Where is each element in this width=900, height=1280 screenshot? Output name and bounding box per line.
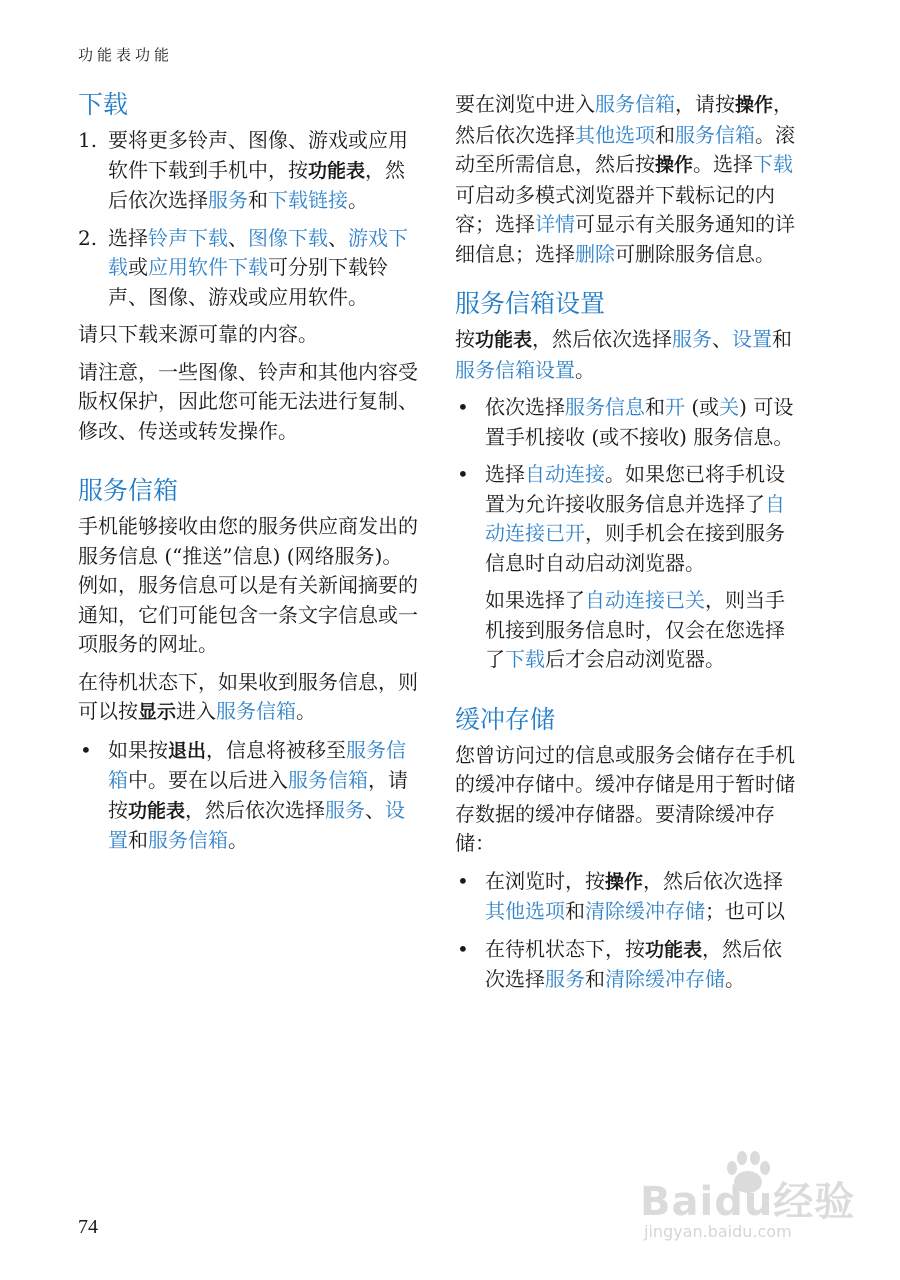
text: 选择 bbox=[485, 462, 525, 486]
inbox-bullet-1 bbox=[78, 736, 418, 856]
menu-option: 服务信箱 bbox=[108, 737, 407, 792]
menu-key: 功能表 bbox=[308, 159, 366, 182]
text: 和 bbox=[128, 828, 148, 852]
menu-option: 设置 bbox=[108, 797, 406, 852]
step-number: 1. bbox=[78, 128, 98, 152]
text: ) 可设置手机接收 (或不接收) 服务信息。 bbox=[485, 395, 794, 449]
text: 和 bbox=[248, 188, 268, 212]
menu-option: 下载 bbox=[505, 647, 545, 671]
download-step-1 bbox=[78, 126, 418, 216]
watermark-logo: Baidu经验 bbox=[640, 1179, 856, 1225]
text: 。 bbox=[725, 967, 745, 991]
page-number: 74 bbox=[78, 1216, 98, 1238]
menu-option: 服务信箱 bbox=[595, 92, 675, 116]
text: ，然后依次选择 bbox=[643, 868, 784, 893]
text: 、 bbox=[228, 225, 248, 250]
menu-option: 关 bbox=[719, 395, 740, 419]
text: 和 bbox=[772, 327, 793, 351]
text: 可显示有关服务通知的详细信息；选择 bbox=[455, 212, 795, 266]
menu-option: 服务 bbox=[545, 967, 585, 991]
menu-option: 铃声下载 bbox=[148, 225, 228, 250]
menu-key: 操作 bbox=[735, 94, 774, 116]
menu-option: 图像下载 bbox=[248, 225, 328, 250]
menu-option: 其他选项 bbox=[485, 899, 565, 923]
bullet-icon: • bbox=[457, 868, 469, 893]
text: ，请按 bbox=[108, 768, 408, 822]
menu-option: 自动连接已关 bbox=[585, 588, 705, 612]
text: 选择 bbox=[108, 225, 148, 250]
text: 、 bbox=[712, 327, 733, 351]
cache-bullet-1 bbox=[455, 867, 795, 927]
text: ，则当手机接到服务信息时，仅会在您选择了 bbox=[485, 588, 785, 671]
menu-option: 服务 bbox=[325, 797, 366, 822]
menu-option: 服务信箱 bbox=[148, 828, 228, 852]
text: 后才会启动浏览器。 bbox=[545, 647, 725, 671]
inbox-settings-heading: 服务信箱设置 bbox=[455, 289, 606, 318]
menu-option: 清除缓冲存储 bbox=[585, 899, 705, 923]
bullet-icon: • bbox=[80, 737, 92, 762]
menu-key: 功能表 bbox=[475, 329, 533, 351]
text: ，然后依次选择 bbox=[185, 797, 326, 822]
menu-option: 下载 bbox=[753, 152, 794, 176]
text: ，请按 bbox=[675, 92, 735, 116]
menu-option: 服务信箱 bbox=[216, 699, 297, 723]
right-column bbox=[455, 90, 795, 1003]
menu-option: 服务信箱 bbox=[675, 122, 755, 147]
menu-key: 操作 bbox=[605, 870, 644, 893]
cache-bullet-2 bbox=[455, 935, 795, 995]
text: 进入 bbox=[176, 699, 217, 723]
text: 。 bbox=[228, 828, 248, 852]
text: 、 bbox=[328, 225, 348, 250]
text: 。 bbox=[296, 699, 317, 723]
menu-option: 其他选项 bbox=[575, 122, 655, 147]
running-header: 功能表功能 bbox=[78, 46, 174, 64]
settings-bullet-1 bbox=[455, 393, 795, 452]
menu-option: 详情 bbox=[535, 212, 575, 236]
text: 。如果您已将手机设置为允许接收服务信息并选择了 bbox=[485, 462, 785, 516]
text: 可启动多模式浏览器并下载标记的内容；选择 bbox=[455, 182, 775, 236]
text: ，则手机会在接到服务信息时自动启动浏览器。 bbox=[485, 521, 785, 575]
text: ，然后依次选择 bbox=[455, 92, 794, 147]
download-note-2: 请注意，一些图像、铃声和其他内容受版权保护，因此您可能无法进行复制、修改、传送或转发操作。 bbox=[78, 359, 418, 443]
menu-option: 设置 bbox=[732, 327, 773, 351]
text: 和 bbox=[655, 122, 675, 147]
cache-intro: 您曾访问过的信息或服务会储存在手机的缓冲存储中。缓冲存储是用于暂时储存数据的缓冲存储器。要清除缓冲存储： bbox=[455, 742, 795, 855]
baidu-jingyan-watermark bbox=[618, 1148, 858, 1248]
text: 在待机状态下，按 bbox=[485, 936, 645, 961]
download-heading: 下载 bbox=[78, 90, 129, 119]
text: 按 bbox=[455, 327, 475, 351]
bullet-icon: • bbox=[457, 462, 469, 486]
text: 或 bbox=[128, 255, 148, 279]
menu-option: 删除 bbox=[575, 241, 615, 266]
text: ，然后依次选择 bbox=[485, 936, 783, 991]
text: 和 bbox=[585, 967, 605, 991]
menu-option: 应用软件下载 bbox=[148, 255, 268, 279]
inbox-standby bbox=[78, 668, 418, 728]
menu-option: 自动连接已开 bbox=[485, 491, 785, 545]
menu-option: 自动连接 bbox=[525, 462, 605, 486]
download-note-1: 请只下载来源可靠的内容。 bbox=[78, 322, 318, 346]
menu-key: 功能表 bbox=[128, 799, 186, 822]
inbox-settings-bullets bbox=[455, 393, 795, 578]
menu-option: 服务信箱 bbox=[288, 768, 368, 792]
menu-option: 服务信箱设置 bbox=[455, 357, 575, 382]
menu-option: 开 bbox=[665, 395, 685, 419]
menu-key: 操作 bbox=[655, 154, 694, 176]
menu-option: 服务 bbox=[208, 188, 248, 212]
menu-option: 服务信息 bbox=[565, 395, 645, 419]
inbox-bullets bbox=[78, 736, 418, 856]
text: 在待机状态下，如果收到服务信息，则可以按 bbox=[78, 669, 418, 723]
inbox-heading: 服务信箱 bbox=[78, 476, 179, 505]
menu-key: 显示 bbox=[138, 701, 177, 723]
text: 可分别下载铃声、图像、游戏或应用软件。 bbox=[108, 255, 388, 309]
step-number: 2. bbox=[78, 225, 98, 250]
text: 。 bbox=[348, 188, 368, 212]
settings-bullet-2 bbox=[455, 460, 795, 578]
bullet-icon: • bbox=[457, 936, 469, 961]
text: 和 bbox=[565, 899, 585, 923]
menu-option: 游戏下载 bbox=[108, 225, 408, 279]
menu-key: 功能表 bbox=[645, 938, 703, 961]
text: 如果选择了 bbox=[485, 588, 585, 612]
browse-inbox-intro bbox=[455, 90, 795, 269]
text: 。 bbox=[575, 357, 595, 382]
text: 可删除服务信息。 bbox=[615, 241, 775, 266]
left-column bbox=[78, 88, 418, 864]
download-step-2 bbox=[78, 224, 418, 313]
text: 要在浏览中进入 bbox=[455, 92, 595, 116]
text: ；也可以 bbox=[705, 899, 785, 923]
text: ，然后依次选择 bbox=[532, 327, 673, 351]
text: (或 bbox=[685, 395, 720, 419]
inbox-intro: 手机能够接收由您的服务供应商发出的服务信息 (“推送”信息) (网络服务)。例如，服务信息可以是有关新闻摘要的通知，它们可能包含一条文字信息或一项服务的网址。 bbox=[78, 514, 418, 656]
menu-option: 清除缓冲存储 bbox=[605, 967, 725, 991]
text: ，信息将被移至 bbox=[206, 737, 347, 762]
cache-bullets bbox=[455, 867, 795, 995]
text: 和 bbox=[645, 395, 665, 419]
text: 依次选择 bbox=[485, 395, 565, 419]
text: 中。要在以后进入 bbox=[128, 768, 288, 792]
bullet-icon: • bbox=[457, 395, 469, 419]
watermark-url: jingyan.baidu.com bbox=[644, 1222, 792, 1241]
inbox-settings-path bbox=[455, 325, 795, 385]
menu-key: 退出 bbox=[168, 739, 207, 762]
text: 。滚动至所需信息，然后按 bbox=[455, 122, 795, 176]
text: 在浏览时，按 bbox=[485, 868, 605, 893]
cache-heading: 缓冲存储 bbox=[455, 704, 556, 734]
auto-connect-off-note bbox=[455, 586, 795, 675]
text: 、 bbox=[365, 797, 386, 822]
download-steps bbox=[78, 126, 418, 312]
text: ，然后依次选择 bbox=[108, 157, 406, 212]
text: 如果按 bbox=[108, 737, 168, 762]
menu-option: 服务 bbox=[672, 327, 713, 351]
menu-option: 下载链接 bbox=[268, 188, 348, 212]
text: 。选择 bbox=[693, 152, 754, 176]
text: 要将更多铃声、图像、游戏或应用软件下载到手机中，按 bbox=[108, 128, 408, 182]
